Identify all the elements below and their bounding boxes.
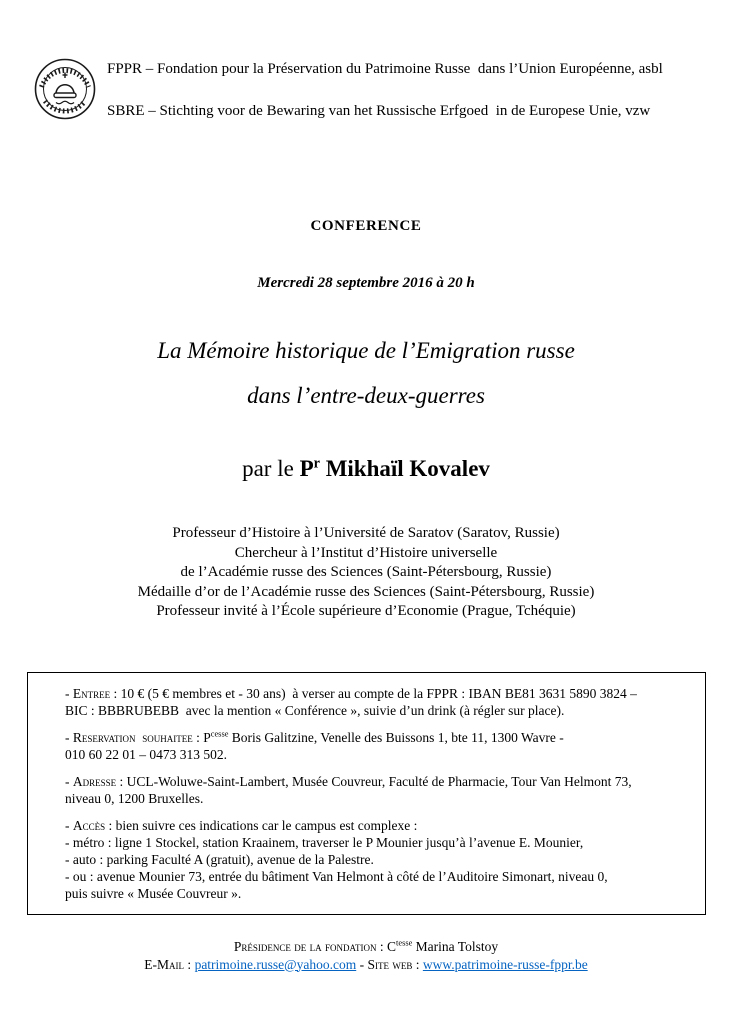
acces-metro-line: - métro : ligne 1 Stockel, station Kraainem, traverser le P Mounier jusqu’à l’avenue E. Mounier, (65, 834, 584, 850)
presidency-label: Présidence de la fondation (233, 938, 377, 954)
talk-title-line1: La Mémoire historique de l’Emigration russe (157, 338, 575, 363)
talk-title-line2: dans l’entre-deux-guerres (247, 383, 485, 408)
speaker-name: $P^r$ Mikhaïl Kovalev (299, 455, 490, 481)
info-item-acces (65, 817, 691, 902)
acces-label: Accès (72, 817, 106, 833)
credential-line-5: Professeur invité à l’École supérieure d’Economie (Prague, Tchéquie) (156, 603, 576, 619)
adresse-label: Adresse (72, 773, 117, 789)
entree-line-1: - Entree : 10 € (5 € membres et - 30 ans) à verser au compte de la FPPR : IBAN BE81 3631 5890 3824 – (65, 685, 637, 701)
acces-line-1: - Accès : bien suivre ces indications car le campus est complexe : (65, 817, 418, 833)
talk-title (0, 328, 732, 418)
organization-names (107, 56, 663, 120)
event-date: Mercredi 28 septembre 2016 à 20 h (257, 275, 475, 291)
info-item-adresse (65, 773, 691, 807)
info-item-entree (65, 685, 691, 719)
speaker-credentials (0, 524, 732, 622)
footer-presidency: Présidence de la fondation : $C^{tesse}$ Marina Tolstoy (233, 938, 499, 954)
footer-contacts: E-Mail : patrimoine.russe@yahoo.com - Site web : www.patrimoine-russe-fppr.be (144, 956, 588, 972)
practical-info-box (27, 672, 706, 915)
acces-auto-line: - auto : parking Faculté A (gratuit), avenue de la Palestre. (65, 851, 374, 867)
speaker-prefix: par le (242, 456, 300, 481)
credential-line-2: Chercheur à l’Institut d’Histoire universelle (234, 544, 498, 561)
speaker-title-superscript: r (313, 455, 320, 472)
countess-superscript: tesse (396, 938, 413, 947)
adresse-line-1: - Adresse : UCL-Woluwe-Saint-Lambert, Musée Couvreur, Faculté de Pharmacie, Tour Van Helmont 73, (65, 773, 632, 789)
princess-superscript: cesse (210, 729, 229, 738)
reservation-line-2: 010 60 22 01 – 0473 313 502. (65, 746, 227, 762)
org-line-sbre: SBRE – Stichting voor de Bewaring van het Russische Erfgoed in de Europese Unie, vzw (107, 103, 651, 119)
org-line-fppr: FPPR – Fondation pour la Préservation du Patrimoine Russe dans l’Union Européenne, asbl (107, 61, 663, 77)
acces-ou-line: - ou : avenue Mounier 73, entrée du bâtiment Van Helmont à côté de l’Auditoire Simonart, niveau 0, (65, 868, 608, 884)
adresse-line-2: niveau 0, 1200 Bruxelles. (65, 790, 204, 806)
credential-line-1: Professeur d’Histoire à l’Université de Saratov (Saratov, Russie) (172, 525, 560, 541)
credential-line-3: de l’Académie russe des Sciences (Saint-Pétersbourg, Russie) (180, 564, 552, 580)
reservation-label: Reservation souhaitee (72, 729, 193, 745)
site-web-label: Site web (367, 956, 413, 972)
fppr-seal-logo (33, 56, 97, 122)
footer (0, 938, 732, 974)
entree-line-2: BIC : BBBRUBEBB avec la mention « Conférence », suivie d’un drink (à régler sur place). (65, 702, 565, 718)
email-link[interactable]: patrimoine.russe@yahoo.com (194, 956, 357, 972)
email-label: E-Mail (144, 956, 185, 972)
website-link[interactable]: www.patrimoine-russe-fppr.be (422, 956, 588, 972)
speaker-line (0, 454, 732, 484)
reservation-line-1: - Reservation souhaitee : $P^{cesse}$ Boris Galitzine, Venelle des Buissons 1, bte 11, 1300 Wavre - (65, 729, 564, 745)
acces-ou-line-continuation: puis suivre « Musée Couvreur ». (65, 885, 242, 901)
entree-label: Entree (72, 685, 111, 701)
header (0, 0, 732, 122)
credential-line-4: Médaille d’or de l’Académie russe des Sciences (Saint-Pétersbourg, Russie) (137, 583, 595, 600)
info-item-reservation (65, 729, 691, 763)
conference-heading: CONFERENCE (310, 218, 422, 234)
